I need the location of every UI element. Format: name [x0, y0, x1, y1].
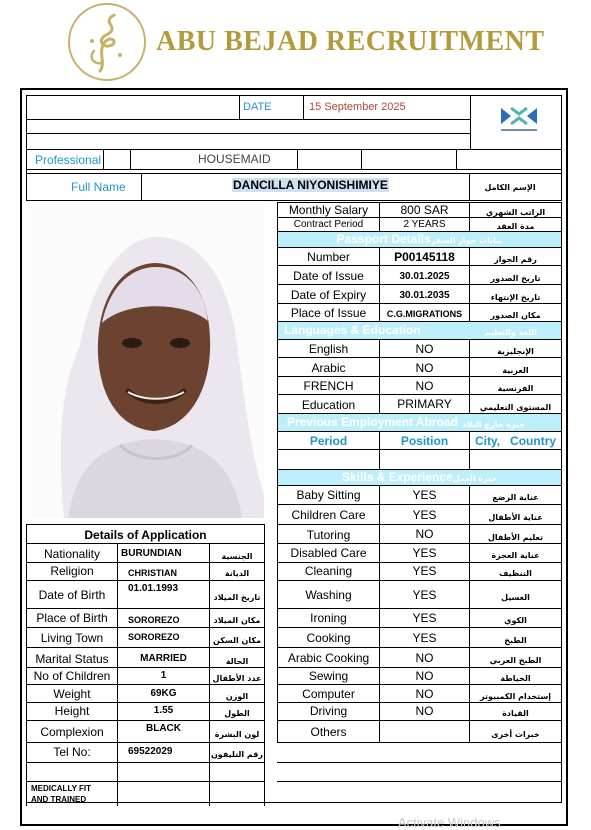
passport-title-arabic: بيانات جواز السفر [430, 236, 503, 245]
skill-arabic: الخياطة [500, 674, 531, 683]
city-country-header: City, Country [474, 434, 557, 448]
skill-arabic: عناية العجزة [491, 551, 540, 560]
english-arabic: الإنجليزية [497, 347, 534, 356]
issue-place-arabic: مكان الصدور [490, 311, 541, 320]
activate-windows-watermark: Activate Windows [398, 815, 501, 830]
skill-value: NO [415, 651, 434, 665]
skill-arabic: القيادة [502, 709, 529, 718]
issue-place-label: Place of Issue [290, 306, 367, 320]
passport-number-value: P00145118 [394, 250, 455, 264]
dob-arabic: تاريخ الميلاد [213, 593, 261, 602]
marital-status-label: Marital Status [35, 652, 109, 666]
rule [26, 608, 265, 609]
rule [470, 95, 471, 149]
weight-arabic: الوزن [225, 692, 249, 701]
height-label: Height [54, 704, 90, 718]
skills-title: Skills & Experience [341, 470, 453, 484]
arabic-label: Arabic [311, 361, 346, 375]
application-title: Details of Application [84, 528, 207, 542]
full-name-label: Full Name [71, 180, 126, 194]
rule [469, 173, 470, 200]
rule [239, 95, 240, 119]
skill-label: Cooking [306, 631, 351, 645]
issue-place-value: C.G.MIGRATIONS [386, 309, 463, 319]
rule [26, 173, 562, 174]
skill-arabic: إستخدام الكمبيوتر [480, 692, 551, 701]
languages-title: Languages & Education [284, 323, 421, 337]
date-value: 15 September 2025 [309, 101, 406, 113]
full-name-value: DANCILLA NIYONISHIMIYE [233, 178, 388, 192]
rule [103, 149, 104, 169]
position-header: Position [400, 434, 449, 448]
skill-label: Washing [305, 588, 352, 602]
children-label: No of Children [33, 669, 111, 683]
skill-arabic: التنظيف [499, 569, 532, 578]
issue-date-label: Date of Issue [293, 269, 364, 283]
rule [26, 95, 562, 96]
children-value: 1 [160, 670, 167, 681]
calligraphy-logo [68, 3, 146, 81]
education-value: PRIMARY [397, 397, 452, 411]
height-arabic: الطول [224, 709, 250, 718]
issue-date-arabic: تاريخ الصدور [490, 274, 541, 283]
rule [277, 781, 562, 782]
education-label: Education [301, 398, 356, 412]
contract-period-label: Contract Period [293, 219, 364, 230]
rule [303, 95, 304, 119]
french-value: NO [415, 379, 434, 393]
religion-value: CHRISTIAN [128, 568, 177, 578]
skill-label: Computer [302, 687, 355, 701]
arabic-arabic: العربية [502, 366, 529, 375]
rule [456, 149, 457, 169]
english-value: NO [415, 342, 434, 356]
rule [26, 762, 265, 763]
rule [26, 133, 470, 134]
employment-section-title [278, 414, 561, 431]
profession-value: HOUSEMAID [198, 152, 271, 166]
period-header: Period [309, 434, 348, 448]
french-arabic: الفرنسية [497, 384, 534, 393]
skill-arabic: خبرات أخرى [491, 730, 540, 739]
complexion-label: Complexion [40, 725, 104, 739]
languages-section-title [278, 322, 561, 339]
rule [130, 149, 131, 169]
rule [26, 95, 27, 200]
rule [141, 173, 142, 200]
children-arabic: عدد الأطفال [212, 674, 262, 683]
skill-value: YES [412, 611, 437, 625]
issue-date-value: 30.01.2025 [399, 271, 450, 282]
skill-label: Arabic Cooking [287, 651, 370, 665]
tel-arabic: رقم التليفون [210, 750, 264, 759]
skill-label: Driving [309, 704, 348, 718]
skill-arabic: عناية الرضع [492, 493, 539, 502]
rule [26, 742, 265, 743]
rule [26, 524, 265, 525]
skill-arabic: الغسيل [501, 593, 530, 602]
applicant-portrait [28, 205, 264, 518]
tel-value: 69522029 [128, 746, 173, 757]
skill-value: YES [412, 508, 437, 522]
nationality-arabic: الجنسية [221, 552, 253, 561]
full-name-arabic: الإسم الكامل [484, 183, 536, 192]
skills-title-arabic: خبرة العمل [452, 474, 497, 483]
passport-number-label: Number [307, 250, 350, 264]
agency-logo [497, 104, 541, 134]
living-town-arabic: مكان السكن [213, 636, 261, 645]
skill-label: Baby Sitting [296, 488, 361, 502]
expiry-date-value: 30.01.2035 [399, 290, 450, 301]
rule [361, 149, 362, 169]
living-town-value: SOROREZO [128, 632, 180, 642]
tel-label: Tel No: [53, 745, 91, 759]
skill-value: NO [415, 527, 434, 541]
skill-label: Cleaning [304, 564, 353, 578]
contract-period-arabic: مدة العقد [496, 222, 535, 231]
skill-value: YES [412, 564, 437, 578]
religion-label: Religion [50, 564, 94, 578]
rule [277, 608, 562, 609]
skill-label: Disabled Care [290, 546, 367, 560]
applicant-photo [28, 205, 264, 518]
rule [26, 149, 562, 150]
skill-arabic: تعليم الأطفال [487, 533, 544, 542]
dob-label: Date of Birth [38, 588, 106, 602]
rule [561, 202, 562, 802]
agency-logo-icon [497, 104, 541, 134]
dob-value: 01.01.1993 [128, 583, 179, 594]
nationality-label: Nationality [43, 547, 101, 561]
arabic-value: NO [415, 361, 434, 375]
nationality-value: BURUNDIAN [121, 548, 182, 559]
skill-value: YES [412, 631, 437, 645]
rule [26, 543, 265, 544]
skill-arabic: الكوي [504, 616, 527, 625]
religion-arabic: الديانة [224, 569, 250, 578]
rule [264, 524, 265, 806]
skill-value: YES [412, 546, 437, 560]
skill-value: NO [415, 669, 434, 683]
passport-section-title [278, 232, 561, 247]
salary-label: Monthly Salary [288, 203, 369, 217]
rule [26, 802, 562, 803]
languages-title-arabic: اللغة والتعليم [484, 328, 537, 337]
salary-value: 800 SAR [400, 203, 449, 217]
rule [26, 169, 562, 170]
skill-arabic: عناية الأطفال [488, 513, 543, 522]
education-arabic: المستوى التعليمي [479, 403, 552, 412]
brand-name: ABU BEJAD RECRUITMENT [156, 26, 545, 57]
skills-section-title [278, 470, 561, 485]
living-town-label: Living Town [40, 631, 104, 645]
skill-label: Sewing [308, 669, 349, 683]
skill-arabic: الطبخ [504, 636, 527, 645]
passport-number-arabic: رقم الجواز [494, 255, 537, 264]
salary-arabic: الراتب الشهري [485, 208, 546, 217]
birthplace-label: Place of Birth [36, 611, 108, 625]
rule [561, 95, 562, 200]
skill-value: YES [412, 588, 437, 602]
complexion-arabic: لون البشرة [214, 730, 260, 739]
skill-value: NO [415, 687, 434, 701]
rule [277, 449, 562, 450]
english-label: English [308, 342, 349, 356]
rule [26, 781, 265, 782]
employment-title: Previous Employment Abroad [287, 415, 458, 429]
calligraphy-logo-mark [70, 5, 144, 79]
height-value: 1.55 [153, 705, 174, 716]
birthplace-value: SOROREZO [128, 615, 180, 625]
marital-status-value: MARRIED [140, 653, 187, 664]
rule [277, 247, 562, 248]
rule [26, 200, 562, 201]
professional-label: Professional [35, 153, 102, 167]
marital-status-arabic: الحالة [225, 657, 249, 666]
french-label: FRENCH [303, 379, 354, 393]
date-label: DATE [243, 101, 272, 113]
skill-value: NO [415, 704, 434, 718]
medical-note-line1: MEDICALLY FIT [31, 784, 92, 793]
complexion-value: BLACK [146, 723, 181, 734]
weight-label: Weight [53, 687, 91, 701]
skill-arabic: الطبخ العربي [489, 656, 542, 665]
employment-title-arabic: خبرة خارج البلاد [462, 420, 525, 429]
skill-label: Tutoring [306, 528, 351, 542]
medical-note-line2: AND TRAINED [31, 795, 87, 804]
rule [277, 485, 562, 486]
rule [297, 149, 298, 169]
rule [277, 742, 562, 743]
contract-period-value: 2 YEARS [403, 219, 446, 230]
rule [277, 762, 562, 763]
expiry-date-label: Date of Expiry [290, 288, 367, 302]
expiry-date-arabic: تاريخ الإنتهاء [490, 293, 541, 302]
skill-value: YES [412, 488, 437, 502]
birthplace-arabic: مكان الميلاد [213, 616, 261, 625]
skill-label: Ironing [310, 611, 347, 625]
weight-value: 69KG [150, 688, 177, 699]
skill-label: Others [310, 725, 347, 739]
passport-title: Passport Details [336, 232, 431, 246]
skill-label: Children Care [291, 508, 366, 522]
rule [26, 119, 470, 120]
